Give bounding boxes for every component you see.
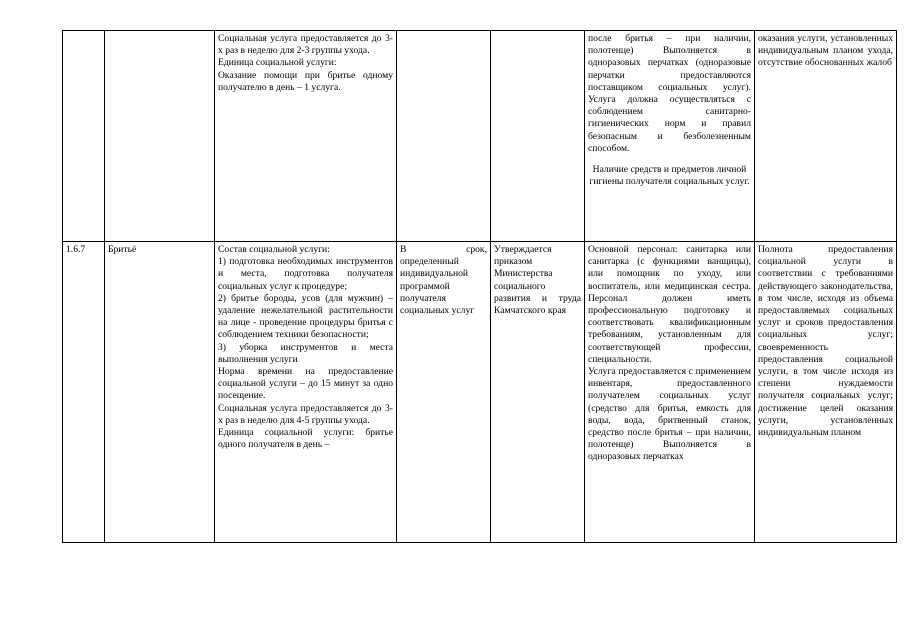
text-paragraph: 3) уборка инструментов и места выполнения услуги [218, 341, 393, 365]
cell-tariff [491, 31, 585, 242]
services-table [62, 30, 897, 543]
cell-quality-indicators [755, 242, 897, 543]
text-paragraph: 1) подготовка необходимых инструментов и места, подготовка получателя социальных услуг к процедуре; [218, 256, 393, 292]
text-paragraph: Наличие средств и предметов личной гигиены получателя социальных услуг. [589, 164, 750, 188]
text-paragraph: 2) бритье бороды, усов (для мужчин) – удаление нежелательной растительности на лице - проведение процедуры бритья с соблюдением техники безопасности; [218, 292, 393, 341]
cell-number: 1.6.7 [63, 242, 105, 543]
text-paragraph: Состав социальной услуги: [218, 244, 330, 255]
cell-conditions [585, 31, 755, 242]
text-paragraph: Оказание помощи при бритье одному получателю в день – 1 услуга. [218, 69, 393, 93]
cell-service-name: Бритьё [105, 242, 215, 543]
cell-number [63, 31, 105, 242]
text-paragraph: Норма времени на предоставление социальной услуги – до 15 минут за одно посещение. [218, 366, 393, 402]
text-paragraph: Социальная услуга предоставляется до 3-х раз в неделю для 2-3 группы ухода. [218, 33, 393, 57]
text-paragraph: после бритья – при наличии, полотенце) Выполняется в одноразовых перчатках (одноразовые перчатки предоставляются поставщиком социальных услуг). Услуга должна осуществляться с соблюдением санитарно-гигиенических норм и правил безопасным и безболезненным способом. [588, 33, 751, 154]
text-paragraph: В срок, определенный индивидуальной программой получателя социальных услуг [400, 244, 487, 317]
cell-conditions [585, 242, 755, 543]
table-row [63, 31, 897, 242]
cell-quality-indicators [755, 31, 897, 242]
text-paragraph: Единица социальной услуги: бритье одного получателя в день – [218, 427, 393, 451]
text-paragraph: Утверждается приказом Министерства социального развития и труда Камчатского края [494, 244, 581, 317]
text-paragraph: Единица социальной услуги: [218, 57, 337, 69]
text-paragraph: оказания услуги, установленных индивидуальным планом ухода, отсутствие обоснованных жалоб [758, 33, 893, 69]
cell-service-composition [215, 31, 397, 242]
table-row [63, 242, 897, 543]
cell-service-name [105, 31, 215, 242]
cell-term [397, 31, 491, 242]
text-paragraph: Основной персонал: санитарка или санитарка (с функциями ванщицы), или помощник по уходу, или воспитатель, или медицинская сестра. Персонал должен иметь профессиональную подготовку и соответствовать квалификационным требованиям, установленным для соответствующей профессии, специальности. [588, 244, 751, 365]
cell-tariff [491, 242, 585, 543]
cell-term [397, 242, 491, 543]
cell-service-composition [215, 242, 397, 543]
text-paragraph: Услуга предоставляется с применением инвентаря, предоставленного получателем социальных услуг (средство для бритья, емкость для воды, вода, бритвенный станок, средство после бритья – при наличии, полотенце) Выполняется в одноразовых перчатках [588, 366, 751, 463]
text-paragraph: Полнота предоставления социальной услуги в соответствии с требованиями действующего законодательства, в том числе, исходя из объема предоставляемых социальных услуг и сроков предоставления социальных услуг; своевременность предоставления социальной услуги, в том числе исходя из степени нуждаемости получателя социальных услуг; достижение целей оказания услуги, установленных индивидуальным планом [758, 244, 893, 439]
text-paragraph: Социальная услуга предоставляется до 3-х раз в неделю для 4-5 группы ухода. [218, 402, 393, 426]
